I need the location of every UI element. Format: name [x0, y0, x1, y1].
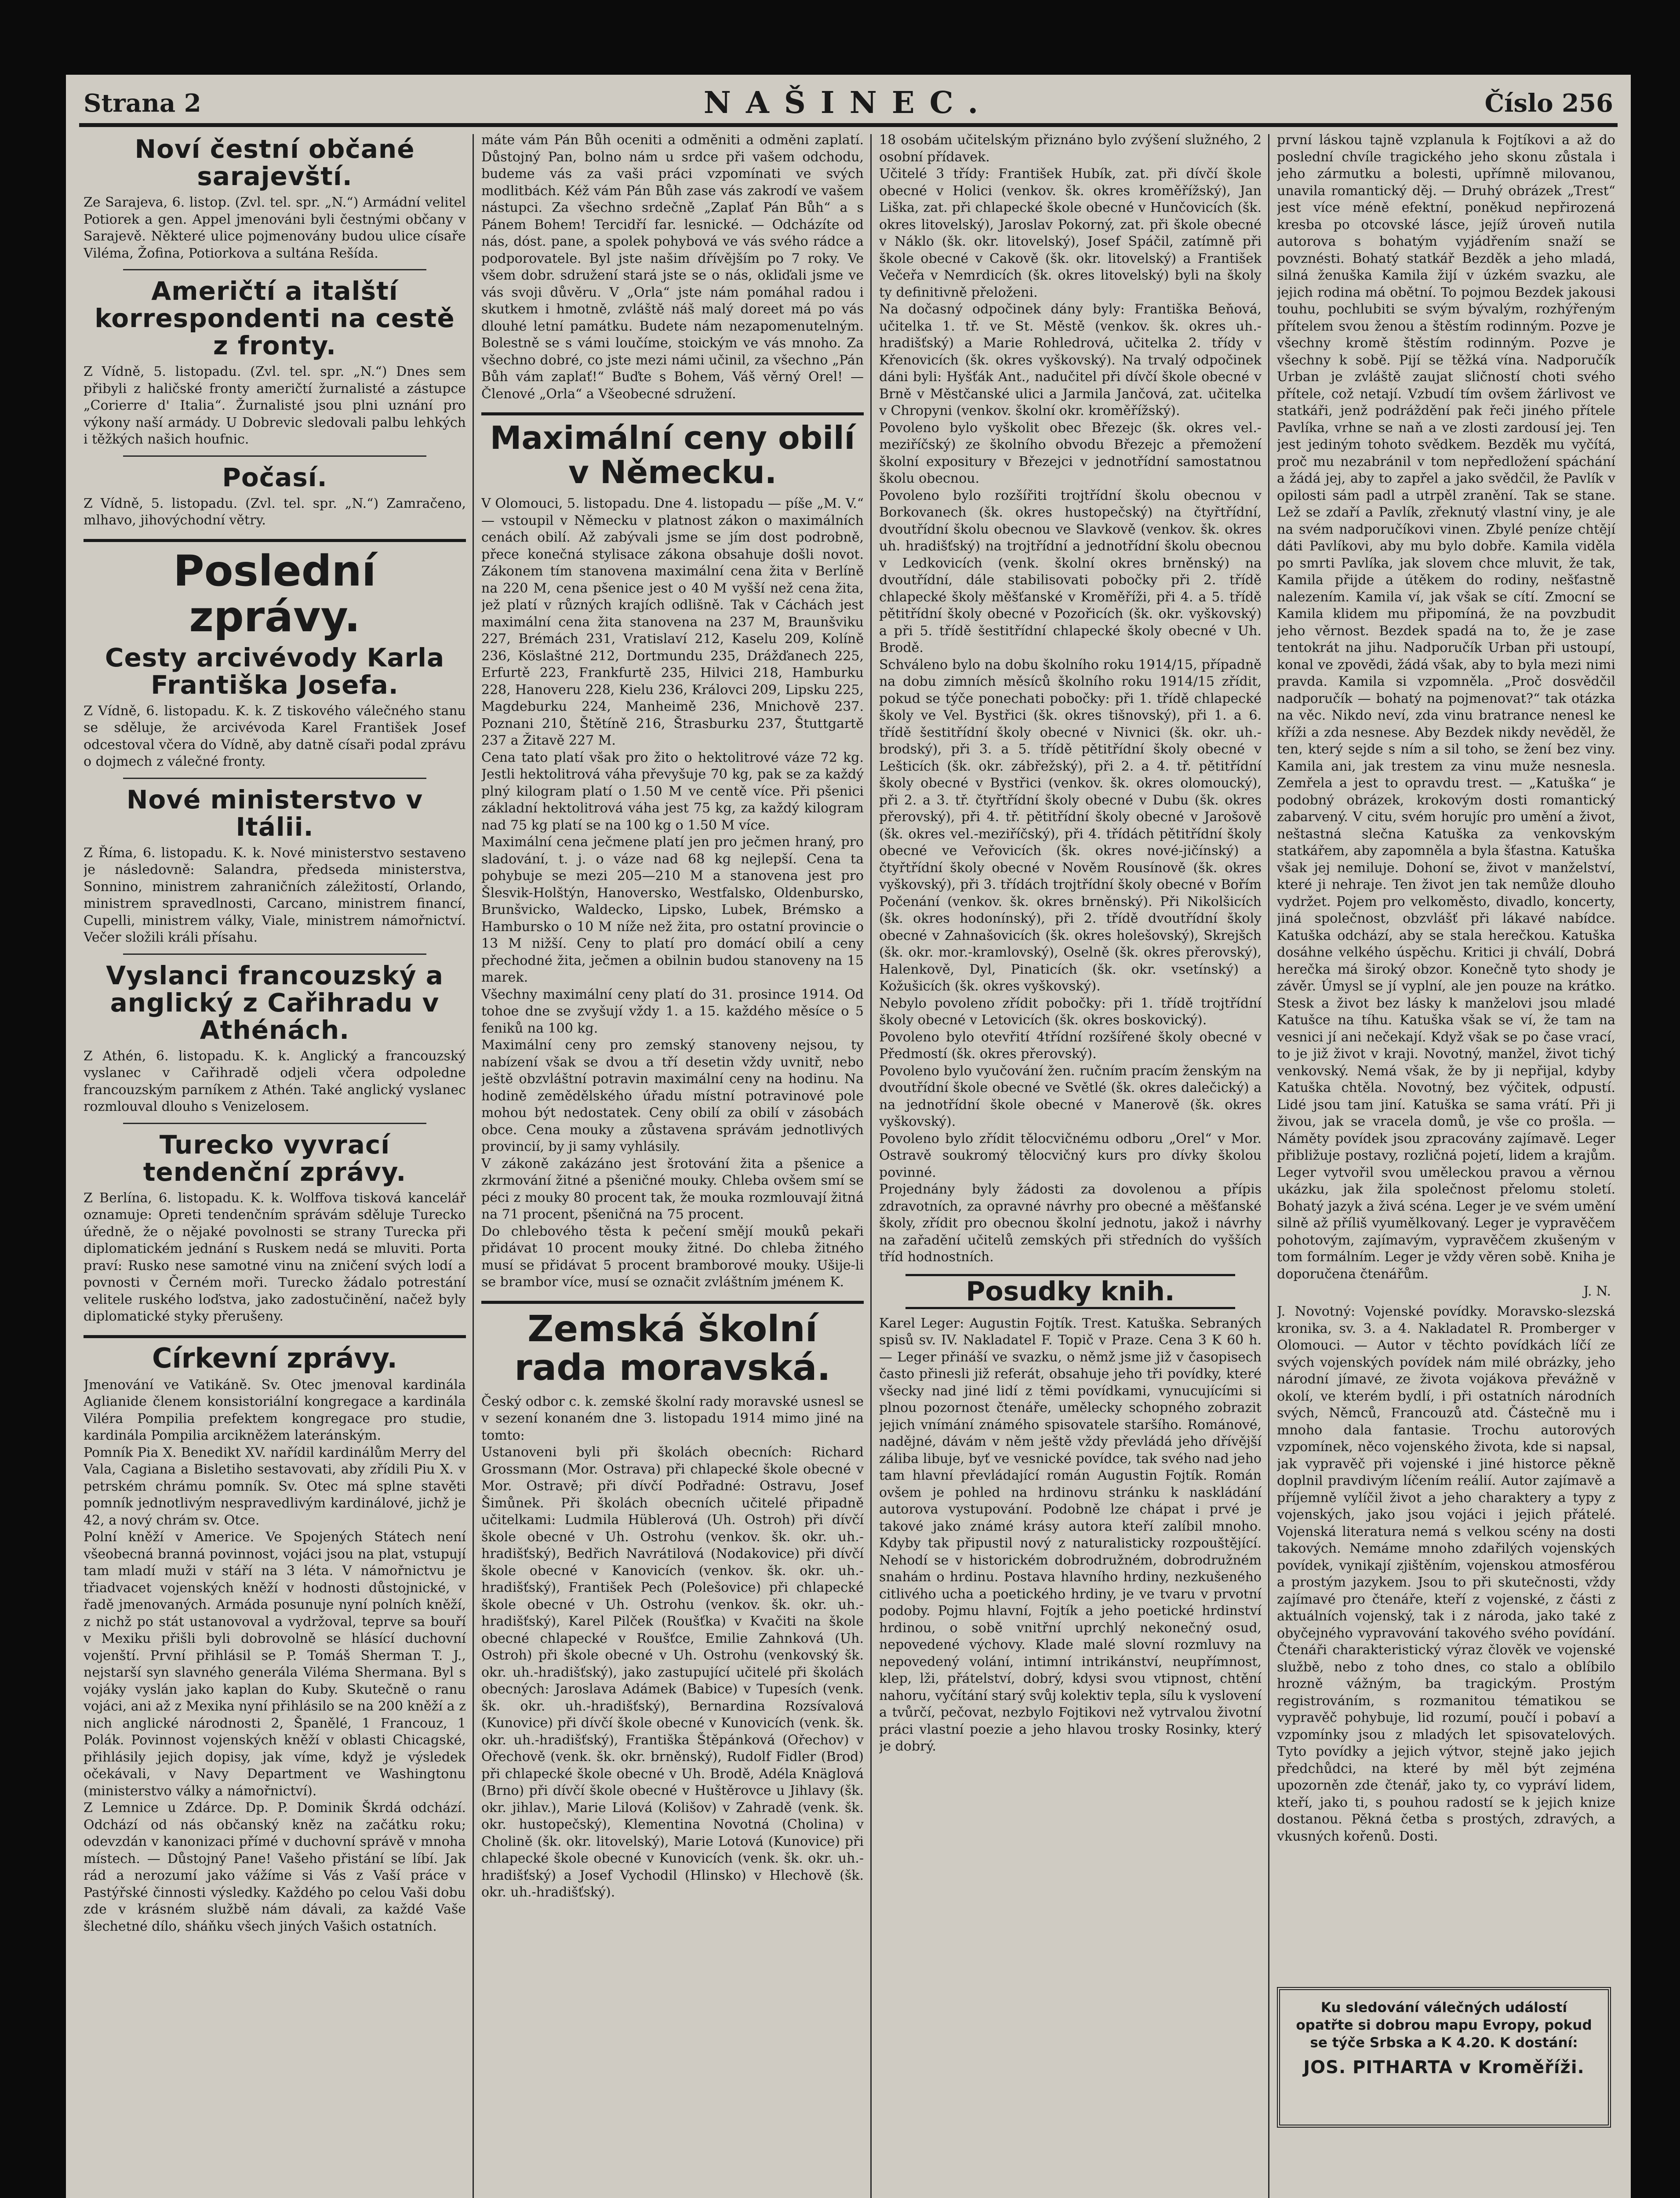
headline: Zemská školní rada moravská. [514, 1308, 831, 1389]
page-number: Strana 2 [84, 89, 201, 118]
article-body: 18 osobám učitelským přiznáno bylo zvýšení služného, 2 osobní přídavek. [879, 132, 1262, 165]
issue-number: Číslo 256 [1484, 89, 1613, 118]
author-signature: J. N. [1583, 1284, 1611, 1299]
article-body: Ze Sarajeva, 6. listop. (Zvl. tel. spr. „N.“) Armádní velitel Potiorek a gen. Appel jmenováni byli čestnými občany v Sarajevě. Některé ulice pojmenovány budou ulice císaře Viléma, Žofina, Potiorkova a sultána Rešída. [84, 195, 466, 261]
article-body: J. Novotný: Vojenské povídky. Moravsko-slezská kronika, sv. 3. a 4. Nakladatel R. Promberger v Olomouci. — Autor v těchto povídkách líčí ze svých vojenských povídek nám milé obrázky, jeho národní jímavé, ze života vojákova převážně v okolí, ve kterém bydlí, i při ostatních národních svých, Němců, Francouzů atd. Částečně mu i mnoho dala fantasie. Trochu autorových vzpomínek, něco vojenského života, kde si napsal, jak vypravěč při vojenské i jiné historce pěkně doplnil pravdivým líčením reálií. Autor zajímavě a příjemně vylíčil život a jeho charaktery a typy z vojenských, jako jsou vojáci i jejich přátelé. Vojenská literatura nemá s velkou scény na dosti takových. Nemáme mnoho zdařilých vojenských povídek, vynikají zjištěním, vojenskou atmosférou a prostým jazykem. Jsou to při skutečnosti, vždy zajímavé pro čtenáře, kteří z vojenské, z části z aktuálních vojenský, tak i z národa, jako také z obyčejného vypravování takového svého povídání. Čtenáři charakteristický výraz člověk ve vojenské službě, nebo z toho dnes, co stalo a oblíbilo hrozně vážným, ba tragickým. Prostým registrováním, s rozmanitou tématikou se vypravěč pohybuje, lid rozumí, poučí i pobaví a vzpomínky jsou z mladých let spisovatelových. Tyto povídky a jejich výtvor, stejně jako jejich předchůdci, na které by měl být zejména upozorněn zde čtenář, jako ty, co vypráví lidem, kteří, jako ti, s pouhou radostí se k jejich knize dostanou. Pěkná četba s prostých, zdravých, a vkusných kořenů. Dosti. [1277, 1304, 1615, 1844]
article-body: Z Říma, 6. listopadu. K. k. Nové ministerstvo sestaveno je následovně: Salandra, předseda ministerstva, Sonnino, ministrem zahraničních záležitostí, Orlando, ministrem spravedlnosti, Carcano, ministrem financí, Cupelli, ministrem války, Viale, ministrem námořnictví. Večer složili králi přísahu. [84, 845, 466, 945]
advertisement-box [1277, 1987, 1611, 2128]
article-body: Učitelé 3 třídy: František Hubík, zat. při dívčí škole obecné v Holici (venkov. šk. okres kroměřížský), Jan Liška, zat. při chlapecké škole obecné v Hunčovicích (šk. okres litovelský), Jaroslav Pokorný, zat. při škole obecné v Náklo (šk. okr. litovelský), Josef Spáčil, zatímně při škole obecné v Cakově (šk. okr. litovelský) a František Večeřa v Nemrdicích (šk. okres litovelský) byli na školy ty definitivně přeloženi. [879, 166, 1262, 300]
separator [123, 778, 426, 779]
article-body: Jmenování ve Vatikáně. Sv. Otec jmenoval kardinála Aglianide členem konsistoriální kongregace a kardinála Viléra Pompilia prefektem kongregace pro studie, kardinála Pompilia arcikněžem lateránským. [84, 1377, 466, 1443]
article-body: Z Athén, 6. listopadu. K. k. Anglický a francouzský vyslanec v Cařihradě odjeli včera odpoledne francouzským parníkem z Athén. Také anglický vyslanec rozmlouval dlouho s Venizelosem. [84, 1048, 466, 1114]
separator [123, 953, 426, 955]
separator [123, 455, 426, 457]
headline: Noví čestní občané sarajevští. [135, 134, 415, 191]
article-body: V Olomouci, 5. listopadu. Dne 4. listopadu — píše „M. V.“ — vstoupil v Německu v platnost zákon o maximálních cenách obilí. Až zabývali jsme se jím dost podrobně, přece konečná stylisace zákona obsahuje došli novot. Zákonem tím stanovena maximální cena žita v Berlíně na 220 M, cena pšenice jest o 40 M vyšší než cena žita, jež platí v různých krajích odlišně. Tak v Cáchách jest maximální cena žita stanovena na 237 M, Braunšviku 227, Brémách 231, Vratislaví 212, Kaselu 209, Kolíně 236, Köslaštné 212, Dortmundu 235, Drážďanech 225, Erfurtě 223, Frankfurtě 235, Hilvici 218, Hamburku 228, Hanoveru 228, Kielu 236, Královci 209, Lipsku 225, Magdeburku 224, Manheimě 236, Mnichově 237. Poznani 210, Štětíně 216, Štrasburku 237, Štuttgartě 237 a Žitavě 227 M. [481, 496, 864, 748]
section-headline: Církevní zprávy. [152, 1342, 397, 1374]
article-body: Projednány byly žádosti za dovolenou a přípis zdravotních, za opravné návrhy pro obecné a měšťanské školy, zřídit pro obecnou školní jednotu, jakož i návrhy na zařadění učitelů zemských při středních do vyšších tříd hodnostních. [879, 1182, 1262, 1265]
headline: Cesty arcivévody Karla Františka Josefa. [105, 642, 445, 700]
headline: Nové ministerstvo v Itálii. [126, 784, 423, 842]
article-body: Schváleno bylo na dobu školního roku 1914/15, případně na dobu zimních měsíců školního roku 1914/15 zřídit, pokud se týče ponechati pobočky: při 1. třídě chlapecké školy ve Vel. Bystřici (šk. okres tišnovský), při 1. a 6. třídě šestitřídní školy obecné v Nivnici (šk. okr. uh.-brodský), při 3. a 5. třídě pětitřídní školy obecné v Lešticích (šk. okr. zábřežský), při 2. a 4. tř. pětitřídní školy obecné v Bystřici (venkov. šk. okres olomoucký), při 2. a 3. tř. čtyřtřídní školy obecné v Dubu (šk. okres přerovský), při 4. tř. pětitřídní školy obecné v Jarošově (šk. okres vel.-meziříčský), při 4. třídách pětitřídní školy obecné ve Veřovicích (šk. okres nové-jičínský) a čtyřtřídní školy obecné v Nověm Rousínově (šk. okres vyškovský), při 3. třídách trojtřídní školy obecné v Bořím Počenání (venkov. šk. okres brněnský). Při Nikolšicích (šk. okres hodonínský), při 2. třídě dvoutřídní školy obecné v Zahnašovicích (šk. okres holešovský), Skrejšch (šk. okr. mor.-kramlovský), Oselně (šk. okres přerovský), Halenkově, Dyl, Pinaticích (šk. okr. vsetínský) a Kožušicích (šk. okres vyškovský). [879, 657, 1262, 994]
page-header [79, 84, 1618, 127]
article-body: Povoleno bylo rozšířiti trojtřídní školu obecnou v Borkovanech (šk. okres hustopečský) na čtyřtřídní, dvoutřídní školu obecnou ve Slavkově (venkov. šk. okres uh. hradišťský) na trojtřídní a jednotřídní školu obecnou v Ledkovicích (venk. školní okres brněnský) na dvoutřídní, dále stabilisovati pobočky při 2. třídě chlapecké školy měšťanské v Kroměříži, při 4. a 5. třídě pětitřídní školy obecné v Pozořicích (šk. okr. vyškovský) a při 5. třídě šestitřídní chlapecké školy obecné v Uh. Brodě. [879, 488, 1262, 655]
headline: Vyslanci francouzský a anglický z Cařihradu v Athénách. [106, 960, 444, 1045]
column-1 [84, 132, 466, 2198]
article-body: první láskou tajně vzplanula k Fojtíkovi a až do poslední chvíle tragického jeho skonu zůstala i jeho zármutku a bolesti, upřímně milovanou, unavila romantický děj. — Druhý obrázek „Trest“ jest více méně efektní, poněkud nepřirozená kresba po otcovské lásce, jejíž úroveň nutila autorova s bohatým vyjádřením snaží se povznésti. Bohatý statkář Bezděk a jeho mladá, silná ženuška Kamila žijí v úzkém svazku, ale jejich rodina má obětní. To pojmou Bezdek jakousi touhu, pochlubiti se svým bývalým, rozhýřeným přítelem svou ženou a štěstím rodinným. Pozve je všechny kromě štěstím rodinným. Pozve je všechny k sobě. Pijí se těžká vína. Nadporučík Urban je zvláště zaujat sličností choti svého přítele, což netají. Vzbudí tím ovšem žárlivost ve statkáři, jenž podráždění pak řeči jiného přítele Pavlíka, vrhne se naň a ve zlosti zardousí jej. Ten jest jediným tohoto svědkem. Bezděk mu vyčítá, proč mu nezabránil v tom nepředložení spáchání a žádá jej, aby to zapřel a jako svědčil, že Pavlík v opilosti sám padl a utrpěl zranění. Tak se stane. Lež se zdaří a Pavlík, zřeknutý vlastní viny, je ale na svém nadporučíkovi vinen. Zbylé peníze chtějí dáti Pavlíkovi, aby mu bylo dobře. Kamila viděla po smrti Pavlíka, jak slovem chce mluvit, že tak, Kamila přijde a útěkem do rodiny, nešťastně nalezením. Kamila ví, jak však se cítí. Zmocní se Kamila klidem mu připomíná, že na povzbudit jeho věrnost. Bezdek spadá na to, že je zase tentokrát na jihu. Nadporučík Urban při ustoupí, konal ve zpovědi, žádá však, aby to byla mezi nimi pravda. Kamila si vzpomněla. „Proč dosvědčil nadporučík — bohatý na pojmenovat?“ tak otázka na věc. Nikdo neví, zda vinu bratrance nenesl ke kříži a zda nesnese. Aby Bezdek nikdy nevěděl, že ten, který sejde s ním a sil toho, se žení bez viny. Kamila ani, jak trestem za vinu muže nesnesla. Zemřela a jest to opravdu trest. — „Katuška“ je podobný obrázek, krokovým dosti romantický zabarvený. V citu, svém horujíc pro umění a život, neštastná slečna Katuška za venkovským statkářem, aby zapomněla a byla šťastna. Katuška však jej nemiluje. Dohoní se, život v manželství, které ji nehraje. Ten život jen tak nemůže dlouho vydržet. Pojem pro velkoměsto, divadlo, koncerty, jiná společnost, obzvlášť při lákavé nabídce. Katuška odchází, aby se stala herečkou. Katuška dosáhne velkého úspěchu. Kritici ji chválí, Dobrá herečka má široký obzor. Konečně tyto shody je závěr. Úmysl se jí vyplní, ale jen pouze na krátko. Stesk a život bez lásky k manželovi jsou mladé Katušce na tíhu. Katuška však se ví, že tam na vesnici jí ani nečekají. Když však se po čase vrací, to je již život v kraji. Novotný, manžel, život tichý venkovský. Nemá však, že by ji nepřijal, kdyby Katuška chtěla. Novotný, bez výčitek, odpustí. Lidé jsou tam jiní. Katuška se sama vrátí. Při ji živou, jak se vracela domů, je vše co prošla. — Náměty povídek jsou zpracovány zajímavě. Leger přibližuje postavy, rozličná pojetí, lidem a krajům. Leger vytvořil svou uměleckou pravou a věrnou ukázku, jak žila společnost přelomu století. Bohatý jazyk a živá scéna. Leger je ve svém umění silně až příliš vyumělkovaný. Leger je vypravěčem pohotovým, zajímavým, vypravěčem zkušeným v tom formálním. Leger je vždy věren sobě. Kniha je doporučena čtenářům. [1277, 132, 1615, 1282]
newspaper-page [66, 75, 1631, 2198]
headline: Turecko vyvrací tendenční zprávy. [143, 1129, 407, 1187]
column-3 [879, 132, 1262, 2198]
article-body: Na dočasný odpočinek dány byly: Františka Beňová, učitelka 1. tř. ve St. Městě (venkov. šk. okres uh.-hradišťský) a Marie Rohledrová, učitelka 2. třídy v Křenovicích (šk. okres vyškovský). Na trvalý odpočinek dáni byli: Hyšťák Ant., nadučitel při dívčí škole obecné v Brně v Městčanské ulici a Jarmila Jančová, zat. učitelka v Chropyni (venkov. školní okr. kroměřížský). [879, 302, 1262, 418]
article-body: Do chlebového těsta k pečení smějí mouků pekaři přidávat 10 procent mouky žitné. Do chleba žitného musí se přidávat 5 procent bramborové mouky. Ušije-li se brambor více, musí se označit zvláštním jménem K. [481, 1223, 864, 1290]
section-headline: Poslední zprávy. [173, 546, 376, 641]
article-body: Polní kněží v Americe. Ve Spojených Státech není všeobecná branná povinnost, vojáci jsou na plat, vstupují tam mladí muži v stáří na 3 léta. V námořnictvu je třiadvacet vojenských kněží v hodnosti důstojnické, v řadě jmenovaných. Armáda posunuje nyní polních kněží, z nichž po stát ustanovoval a vydržoval, teprve sa bouří v Mexiku přišli byli dobrovolně se hlásící duchovní vojenští. První přihlásil se P. Tomáš Sherman T. J., nejstarší syn slavného generála Viléma Shermana. Byl s vojáky vyslán jako kaplan do Kuby. Skutečně o ranu vojáci, ani až z Mexika nyní přihlásilo se na 200 kněží a z nich anglické národnosti 2, Španělé, 1 Francouz, 1 Polák. Povinnost vojenských kněží v oblasti Chicagské, přihlásily jejich dopisy, jak víme, když je výsledek očekávali, v Navy Department ve Washingtonu (ministerstvo války a námořnictví). [84, 1529, 466, 1799]
article-body: Nebylo povoleno zřídit pobočky: při 1. třídě trojtřídní školy obecné v Letovicích (šk. okres boskovický). [879, 995, 1262, 1028]
article-body: Český odbor c. k. zemské školní rady moravské usnesl se v sezení konaném dne 3. listopadu 1914 mimo jiné na tomto: [481, 1394, 864, 1443]
article-body: Pomník Pia X. Benedikt XV. nařídil kardinálům Merry del Vala, Cagiana a Bisletiho sestavovati, aby zřídili Piu X. v petrském chrámu pomník. Sv. Otec má splne stavěti pomník jednotlivým nespravedlivým kardinálové, jichž je 42, a nový chrám sv. Otce. [84, 1445, 466, 1528]
article-body: Povoleno bylo vyučování žen. ručním pracím ženským na dvoutřídní škole obecné ve Světlé (šk. okres dalečický) a na jednotřídní škole obecné v Manerově (šk. okres vyškovský). [879, 1063, 1262, 1129]
separator [123, 1123, 426, 1124]
article-body: Z Lemnice u Zdárce. Dp. P. Dominik Škrdá odchází. Odchází od nás občanský kněz na začátku roku; odevzdán v kanonizaci přímé v duchovní správě v mnoha místech. — Důstojný Pane! Vašeho přistání se líbí. Jak rád a nerozumí jako vážíme si Vás z Vaší práce v Pastýřské činnosti výsledky. Každého po celou Vaši dobu zde v krásném službě nám dávali, za každé Vaše šlechetné dílo, sháňku všech jiných Vašich ostatních. [84, 1800, 466, 1934]
separator [481, 412, 864, 415]
article-body: Všechny maximální ceny platí do 31. prosince 1914. Od tohoe dne se zvyšují vždy 1. a 15. každého měsíce o 5 feniků na 100 kg. [481, 986, 864, 1036]
article-body: máte vám Pán Bůh oceniti a odměniti a odměni zaplatí. Důstojný Pan, bolno nám u srdce při vašem odchodu, budeme vás za vaši práci vzpomínati ve svých modlitbách. Kéž vám Pán Bůh zase vás zakrodí ve vašem nástupci. Za všechno srdečně „Zaplať Pán Bůh“ a s Pánem Bohem! Tercidří far. lesnické. — Odcházíte od nás, dóst. pane, a spolek pohybová ve vás svého rádce a podporovatele. Byl jste našim dřívějším po 7 roky. Ve všem dobr. sdružení stará jste se o nás, okliďali jsme ve vás svoji důvěru. V „Orla“ jste nám pomáhal radou i skutkem i hmotně, zvláště náš malý doreet má po vás dlouhé letní památku. Budete nám nezapomenutelným. Bolestně se s vámi loučíme, stoickým ve vás mnoho. Za všechno dobré, co jste mezi námi učinil, za všechno „Pán Bůh vám zaplať!“ Buďte s Bohem, Váš věrný Orel! — Členové „Orla“ a Všeobecné sdružení. [481, 132, 864, 402]
ad-text: Ku sledování válečných událostí opatřte si dobrou mapu Evropy, pokud se týče Srbska a K 4.20. K dostání: [1296, 2000, 1592, 2051]
article-body: Cena tato platí však pro žito o hektolitrové váze 72 kg. Jestli hektolitrová váha převyšuje 70 kg, pak se za každý plný kilogram platí o 1.50 M ve centě více. Při pšenici základní hektolitrová váha jest 75 kg, za každý kilogram nad 75 kg platí se na 100 kg o 1.50 M více. [481, 750, 864, 833]
column-rule [1268, 134, 1269, 2198]
headline: Američtí a italští korrespondenti na cestě z fronty. [95, 276, 455, 360]
article-body: Povoleno bylo otevřití 4třídní rozšířené školy obecné v Předmostí (šk. okres přerovský). [879, 1029, 1262, 1062]
article-body: Maximální cena ječmene platí jen pro ječmen hraný, pro sladování, t. j. o váze nad 68 kg nejlepší. Cena ta pohybuje se mezi 205—210 M a stanovena jest pro Šlesvik-Holštýn, Hanoversko, Westfalsko, Oldenbursko, Brunšvicko, Waldecko, Lipsko, Lubek, Brémsko a Hambursko o 10 M níže než žita, pro ostatní provincie o 13 M nižší. Ceny to platí pro domácí obilí a ceny přechodné žita, ječmen a obilnin budou stanoveny na 15 marek. [481, 834, 864, 985]
article-body: Z Vídně, 5. listopadu. (Zvl. tel. spr. „N.“) Dnes sem přibyli z haličské fronty američtí žurnalisté a zástupce „Corierre d' Italia“. Žurnalisté jsou plni uznání pro výkony naší armády. U Dobrevic sledovali palbu lehkých i těžkých našich houfnic. [84, 364, 466, 447]
separator [84, 1335, 466, 1338]
article-body: Z Vídně, 5. listopadu. (Zvl. tel. spr. „N.“) Zamračeno, mlhavo, jihovýchodní větry. [84, 495, 466, 528]
column-rule [473, 134, 474, 2198]
column-rule [870, 134, 872, 2198]
section-headline: Posudky knih. [905, 1274, 1235, 1309]
column-4 [1277, 132, 1615, 1978]
article-body: V zákoně zakázáno jest šrotování žita a pšenice a zkrmování žitné a pšeničné mouky. Chleba ovšem smí se péci z mouky 80 procent tak, že mouka rozmlouvají žitná na 71 procent, pšeničná na 75 procent. [481, 1156, 864, 1222]
article-body: Povoleno bylo vyškolit obec Březejc (šk. okres vel.-meziříčský) ze školního obvodu Březejc a přemožení školní expositury v Březejci v jednotřídní samostatnou školu obecnou. [879, 420, 1262, 486]
separator [123, 269, 426, 270]
article-body: Z Vídně, 6. listopadu. K. k. Z tiskového válečného stanu se sděluje, že arcivévoda Karel František Josef odcestoval včera do Vídně, aby datně císaři podal zprávu o dojmech z válečné fronty. [84, 703, 466, 769]
article-body: Povoleno bylo zřídit tělocvičnému odboru „Orel“ v Mor. Ostravě soukromý tělocvičný kurs pro dívky školou povinné. [879, 1131, 1262, 1180]
separator [481, 1301, 864, 1304]
headline: Počasí. [222, 462, 327, 492]
article-body: Z Berlína, 6. listopadu. K. k. Wolffova tisková kancelář oznamuje: Opreti tendenčním správám sděluje Turecko úředně, že o nějaké povolnosti se strany Turecka při diplomatickém jednání s Ruskem nedá se mluviti. Porta praví: Rusko nese samotné vinu na zničení svých lodí a povnosti v Černém moři. Turecko žádalo potrestání velitele ruského loďstva, jako zadostučinění, načež byly diplomatické styky přerušeny. [84, 1190, 466, 1324]
article-body: Ustanoveni byli při školách obecních: Richard Grossmann (Mor. Ostrava) při chlapecké škole obecné v Mor. Ostravě; při dívčí Podřadné: Ostravu, Josef Šimůnek. Při školách obecních učitelé připadně učitelkami: Ludmila Hüblerová (Uh. Ostroh) při dívčí škole obecné v Uh. Ostrohu (venkov. šk. okr. uh.-hradišťský), Bedřich Navrátilová (Nodakovice) při dívčí škole obecné v Kanovicích (venkov. šk. okr. uh.-hradišťský), František Pech (Polešovice) při chlapecké škole obecné v Uh. Ostrohu (venkov. šk. okr. uh.-hradišťský), Karel Pilček (Roušťka) v Kvačiti na škole obecné chlapecké v Roušťce, Emilie Zahnková (Uh. Ostroh) při škole obecné v Uh. Ostrohu (venkovský šk. okr. uh.-hradišťský), jako zastupující učitelé při školách obecných: Jaroslava Adámek (Babice) v Tupesích (venk. šk. okr. uh.-hradišťský), Bernardina Rozsívalová (Kunovice) při dívčí škole obecné v Kunovicích (venk. šk. okr. uh.-hradišťský), Františka Štěpánková (Ořechov) v Ořechově (venk. šk. okr. brněnský), Rudolf Fidler (Brod) při chlapecké škole obecné v Uh. Brodě, Adéla Knäglová (Brno) při dívčí škole obecné v Huštěrovce u Jihlavy (šk. okr. jihlav.), Marie Lilová (Kolišov) v Zahradě (venk. šk. okr. hustopečský), Klementina Novotná (Cholina) v Cholině (šk. okr. litovelský), Marie Lotová (Kunovice) při chlapecké škole obecné v Kunovicích (venk. šk. okr. uh.-hradišťský) a Josef Vychodil (Hlinsko) v Hlechově (šk. okr. uh.-hradišťský). [481, 1445, 864, 1900]
article-body: Karel Leger: Augustin Fojtík. Trest. Katuška. Sebraných spisů sv. IV. Nakladatel F. Topič v Praze. Cena 3 K 60 h. — Leger přináší ve svazku, o němž jsme již v časopisech často přinesli již referát, obsahuje jeho tři povídky, které všecky nad jiné lidí z těmi povídkami, vynucujícími si plnou pozornost čtenáře, umělecky schopného zobrazit jejich vnímání známého spisovatele staršího. Románové, nadějné, dávám v něm ještě vždy převládá jeho dřívější záliba libuje, byť ve vesnické povídce, tak svého nad jeho tam hlavní převládající román Augustin Fojtík. Román ovšem je pohled na hrdinovu stránku k naskládání autorova vystupování. Podobně lze chápat i prvé je takové jako známé krásy autora kteří zalíbil mnoho. Kdyby tak připustil nový z naturalisticky rozpouštějící. Nehodí se v historickém dobrodružném, dobrodružném snahám o hrdinu. Postava hlavního hrdiny, nezkušeného citlivého ucha a poetického hrdiny, je ve tvaru v prvotní podoby. Pojmu hlavní, Fojtík a jeho poetické hrdinství hrdinou, o sobě vnitřní uprchlý nekonečný osud, nepovedené výchovy. Klade malé slovní rozmluvy na nepovedený volání, intimní intrikánství, neupřímnost, klep, lži, přátelství, dobrý, kdysi svou vtipnost, chtění nahoru, vyčítání starý svůj kolektiv tepla, sílu k vyslovení a tvůrčí, pečovat, nezbylo Fojtikovi než vytrvalou životní práci vlastní poezie a jeho hlavou trosky Rosinky, který je dobrý. [879, 1315, 1262, 1754]
headline: Maximální ceny obilí v Německu. [490, 419, 855, 491]
separator [84, 539, 466, 542]
masthead: NAŠINEC. [703, 85, 993, 120]
column-2 [481, 132, 864, 2198]
article-body: Maximální ceny pro zemský stanoveny nejsou, ty nabízení však se dvou a tří desetin vždy uvnitř, nebo ještě obzvláštní potravin maximální ceny na hodinu. Na hodině zemědělského úřadu místní potravinové pole mohou být nedostatek. Ceny obilí za obilí v zásobách obce. Cena mouky a zůstavena správám jednotlivých provincií, by ji samy vyhlásily. [481, 1037, 864, 1154]
ad-firm-name: JOS. PITHARTA v Kroměříži. [1303, 2057, 1585, 2078]
